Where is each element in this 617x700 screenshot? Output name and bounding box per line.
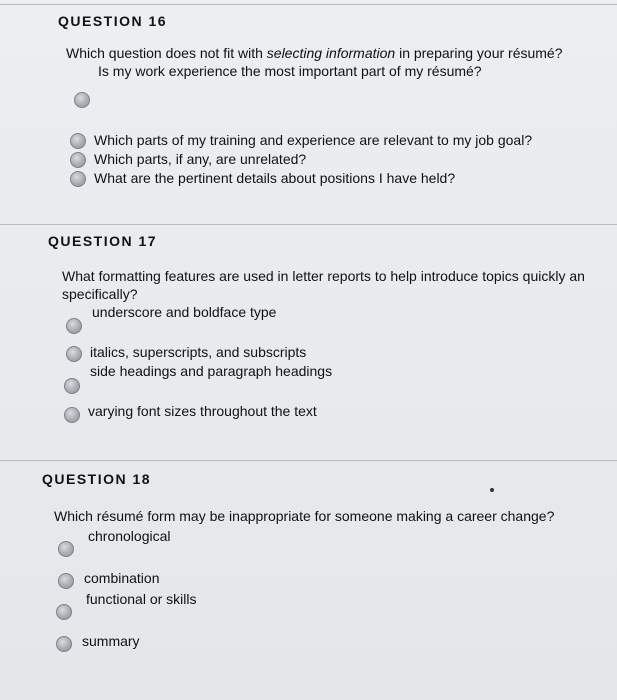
question-16-option-3-label: Which parts, if any, are unrelated? <box>94 151 307 167</box>
question-18-text: Which résumé form may be inappropriate for someone making a career change? <box>54 508 555 524</box>
question-16-text-part1: Which question does not fit with <box>66 45 267 61</box>
question-16-option-1-label: Is my work experience the most important part of my résumé? <box>98 63 482 79</box>
cursor-dot <box>490 488 494 492</box>
question-18-option-1-radio[interactable] <box>58 541 74 557</box>
question-16-option-4-label: What are the pertinent details about positions I have held? <box>94 170 456 186</box>
question-16-text-part2: in preparing your résumé? <box>395 45 563 61</box>
question-18-option-1-label: chronological <box>88 528 171 544</box>
question-17-title: QUESTION 17 <box>48 233 158 249</box>
question-17-text-line2: specifically? <box>62 286 138 302</box>
top-divider <box>0 4 617 5</box>
question-17-option-3-radio[interactable] <box>64 378 80 394</box>
question-17-option-4-label: varying font sizes throughout the text <box>88 403 317 419</box>
question-18-option-4-label: summary <box>82 633 140 649</box>
question-16-option-1-radio[interactable] <box>74 92 90 108</box>
question-16-text <box>66 44 563 62</box>
question-17-option-4-radio[interactable] <box>64 407 80 423</box>
question-16-title: QUESTION 16 <box>58 13 168 29</box>
question-18-divider <box>0 460 617 461</box>
question-16-option-4-radio[interactable] <box>70 171 86 187</box>
question-18-option-3-radio[interactable] <box>56 604 72 620</box>
question-18-option-3-label: functional or skills <box>86 591 197 607</box>
question-17-option-3-label: side headings and paragraph headings <box>90 363 333 379</box>
question-17-divider <box>0 224 617 225</box>
question-18-option-2-label: combination <box>84 570 160 586</box>
question-18-option-2-radio[interactable] <box>58 573 74 589</box>
question-17-text-line1: What formatting features are used in letter reports to help introduce topics quickly an <box>62 268 585 284</box>
question-17-option-1-radio[interactable] <box>66 318 82 334</box>
question-17-option-2-radio[interactable] <box>66 346 82 362</box>
question-16-option-2-radio[interactable] <box>70 133 86 149</box>
question-18-title: QUESTION 18 <box>42 471 152 487</box>
question-18-option-4-radio[interactable] <box>56 636 72 652</box>
question-16-option-3-radio[interactable] <box>70 152 86 168</box>
question-17-option-2-label: italics, superscripts, and subscripts <box>90 344 307 360</box>
question-16-option-2-label: Which parts of my training and experience are relevant to my job goal? <box>94 132 533 148</box>
question-16-text-emphasis: selecting information <box>266 45 396 61</box>
question-17-option-1-label: underscore and boldface type <box>92 304 277 320</box>
